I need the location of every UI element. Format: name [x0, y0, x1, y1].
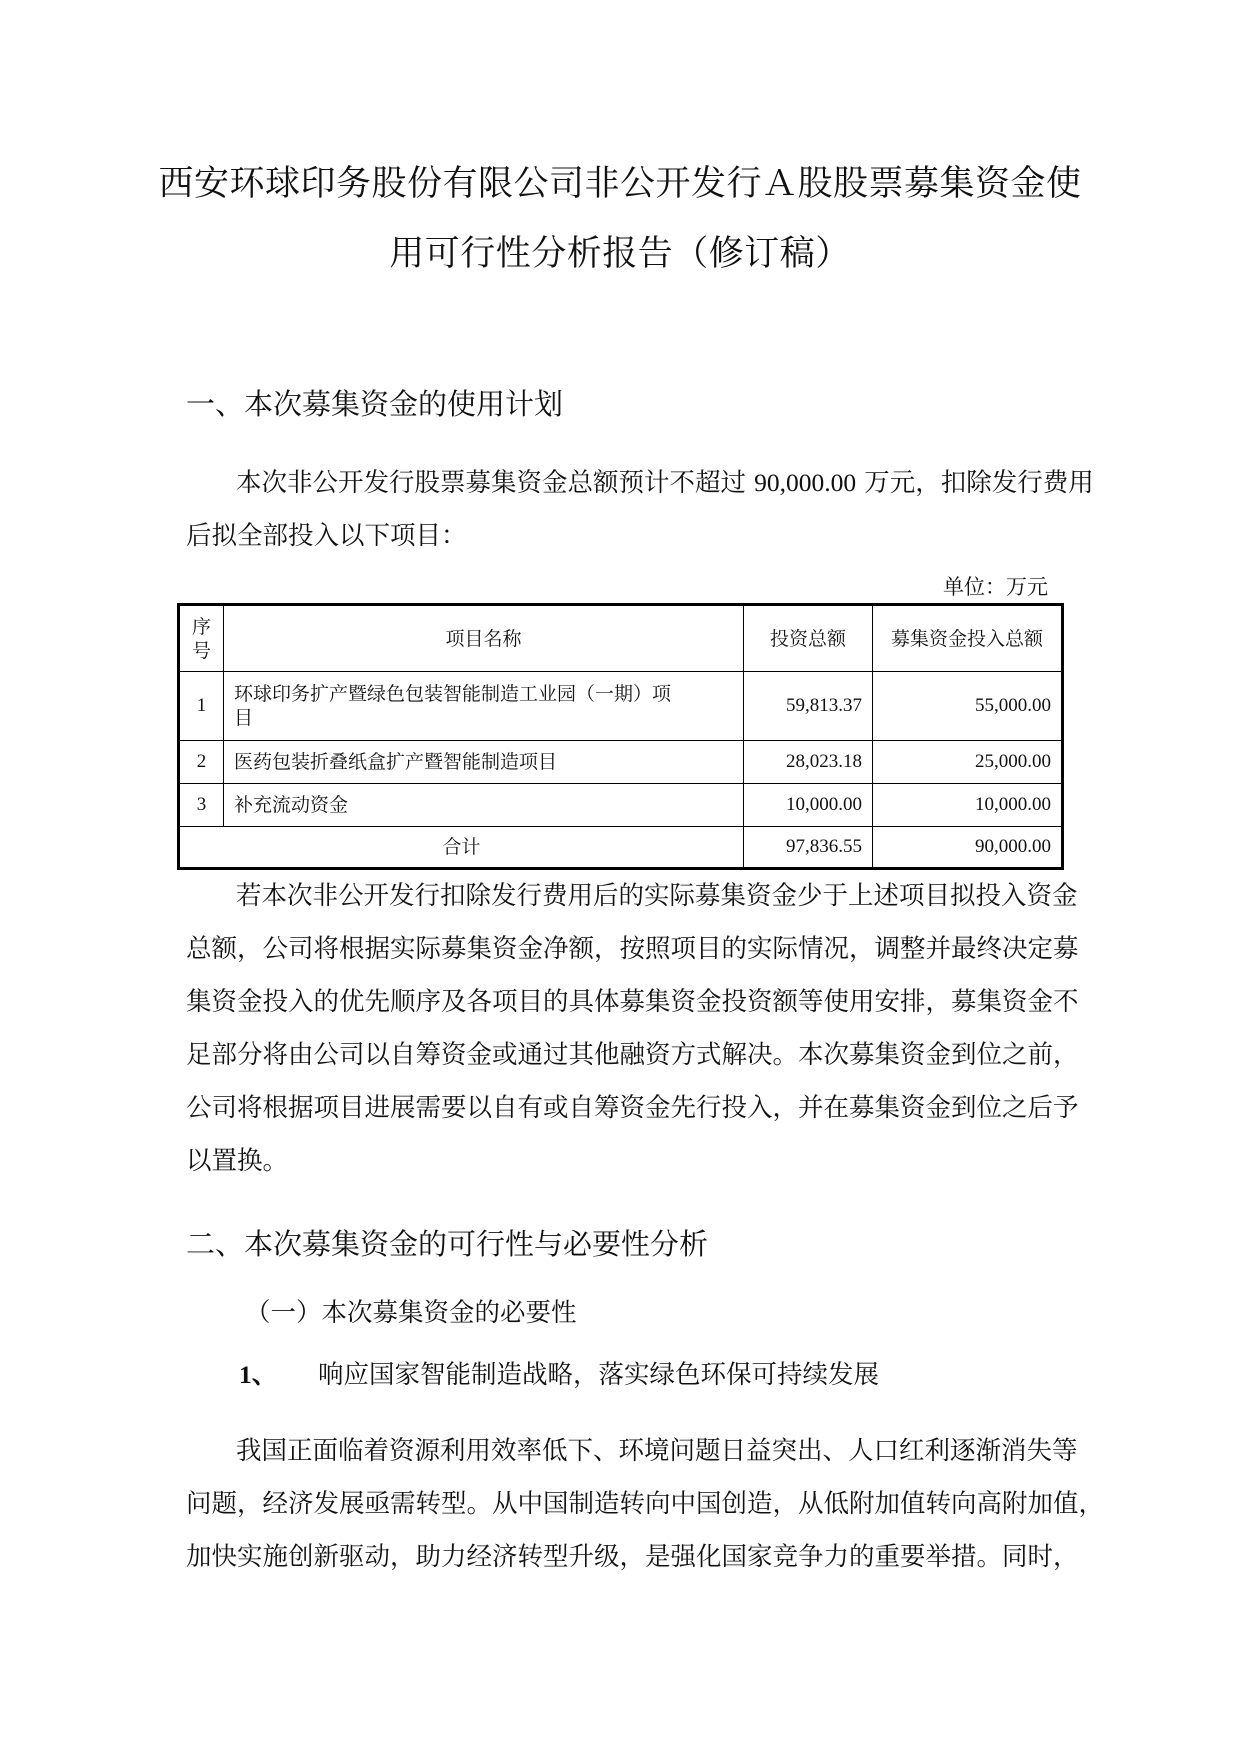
row-serial-number: 2 — [179, 741, 224, 784]
document-title-line-1: 西安环球印务股份有限公司非公开发行Ａ股股票募集资金使 — [158, 164, 1082, 204]
row-serial-number: 1 — [179, 672, 224, 741]
row-project-name — [224, 672, 744, 741]
row-total-investment: 10,000.00 — [744, 784, 873, 827]
section-1-after-line-4: 足部分将由公司以自筹资金或通过其他融资方式解决。本次募集资金到位之前， — [186, 1040, 1079, 1070]
total-investment: 97,836.55 — [744, 827, 873, 869]
row-raised-funds: 55,000.00 — [873, 672, 1063, 741]
row-serial-number: 3 — [179, 784, 224, 827]
section-1-intro-line-1 — [236, 468, 1094, 498]
table-total-row — [179, 827, 1063, 869]
intro-amount: 90,000.00 — [754, 468, 857, 497]
point-1-heading: 响应国家智能制造战略，落实绿色环保可持续发展 — [318, 1360, 880, 1390]
row-total-investment: 59,813.37 — [744, 672, 873, 741]
row-project-name-line-2: 目 — [234, 707, 254, 729]
section-1-after-line-5: 公司将根据项目进展需要以自有或自筹资金先行投入，并在募集资金到位之后予 — [186, 1093, 1079, 1123]
total-raised-funds: 90,000.00 — [873, 827, 1063, 869]
point-1-number — [239, 1360, 277, 1390]
header-project-name: 项目名称 — [224, 605, 744, 672]
section-2-body-line-2: 问题，经济发展亟需转型。从中国制造转向中国创造，从低附加值转向高附加值， — [186, 1489, 1105, 1519]
header-serial-number — [179, 605, 224, 672]
section-2-body-line-1: 我国正面临着资源利用效率低下、环境问题日益突出、人口红利逐渐消失等 — [236, 1436, 1078, 1466]
section-2-heading: 二、本次募集资金的可行性与必要性分析 — [186, 1227, 709, 1261]
row-total-investment: 28,023.18 — [744, 741, 873, 784]
section-1-after-line-1: 若本次非公开发行扣除发行费用后的实际募集资金少于上述项目拟投入资金 — [236, 881, 1078, 911]
section-2-body-line-3: 加快实施创新驱动，助力经济转型升级，是强化国家竞争力的重要举措。同时， — [186, 1542, 1079, 1572]
row-project-name: 医药包装折叠纸盒扩产暨智能制造项目 — [224, 741, 744, 784]
table-header-row — [179, 605, 1063, 672]
header-total-investment: 投资总额 — [744, 605, 873, 672]
section-1-after-line-2: 总额，公司将根据实际募集资金净额，按照项目的实际情况，调整并最终决定募 — [186, 934, 1079, 964]
fund-allocation-table — [177, 603, 1064, 870]
section-1-heading: 一、本次募集资金的使用计划 — [186, 387, 564, 421]
table-row — [179, 672, 1063, 741]
row-raised-funds: 25,000.00 — [873, 741, 1063, 784]
intro-text-b: 万元，扣除发行费用 — [856, 468, 1094, 498]
section-2-subheading: （一）本次募集资金的必要性 — [245, 1298, 577, 1328]
row-project-name-line-1: 环球印务扩产暨绿色包装智能制造工业园（一期）项 — [234, 683, 672, 705]
row-project-name: 补充流动资金 — [224, 784, 744, 827]
row-raised-funds: 10,000.00 — [873, 784, 1063, 827]
section-1-after-line-6: 以置换。 — [186, 1146, 289, 1176]
document-title-line-2: 用可行性分析报告（修订稿） — [389, 234, 851, 274]
intro-text-a: 本次非公开发行股票募集资金总额预计不超过 — [236, 468, 755, 498]
header-raised-funds: 募集资金投入总额 — [873, 605, 1063, 672]
header-serial-top: 序 — [191, 615, 211, 638]
header-serial-bottom: 号 — [191, 639, 211, 662]
table-unit-label: 单位：万元 — [943, 575, 1048, 599]
point-1-index: 1、 — [239, 1360, 278, 1389]
section-1-after-line-3: 集资金投入的优先顺序及各项目的具体募集资金投资额等使用安排，募集资金不 — [186, 987, 1079, 1017]
section-1-intro-line-2: 后拟全部投入以下项目： — [186, 521, 467, 551]
table-row — [179, 741, 1063, 784]
table-row — [179, 784, 1063, 827]
total-label: 合计 — [179, 827, 744, 869]
